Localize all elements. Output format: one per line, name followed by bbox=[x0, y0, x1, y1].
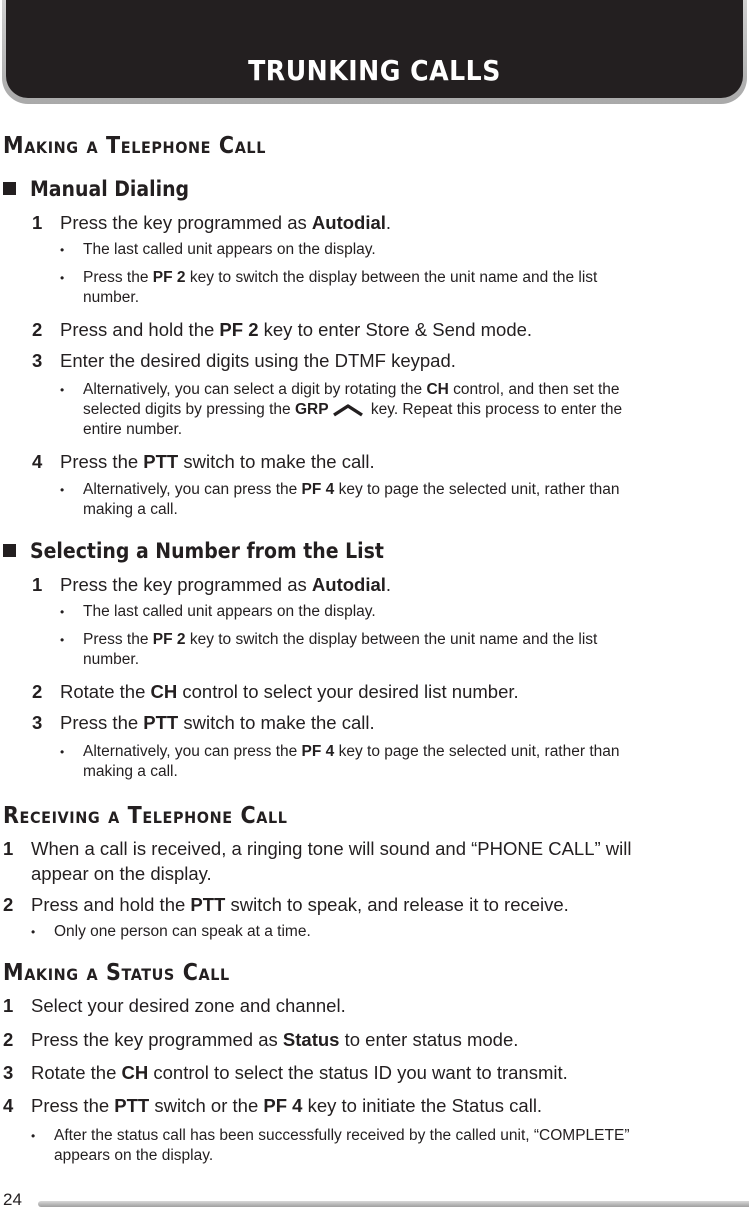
manual-step-1-bullet-b: • Press the PF 2 key to switch the display between the unit name and the list number. bbox=[60, 269, 598, 306]
status-step-3: 3 Rotate the CH control to select the status ID you want to transmit. bbox=[3, 1062, 568, 1083]
subheading-selecting-number bbox=[3, 539, 384, 563]
select-step-1-bullet-b: • Press the PF 2 key to switch the display between the unit name and the list number. bbox=[60, 631, 598, 668]
manual-step-4: 4 Press the PTT switch to make the call. bbox=[32, 451, 375, 472]
subheading-text: Manual Dialing bbox=[30, 177, 190, 201]
receiving-step-1: 1 When a call is received, a ringing tone will sound and “PHONE CALL” will appear on the display. bbox=[3, 838, 632, 884]
manual-step-1: 1 Press the key programmed as Autodial. bbox=[32, 212, 392, 233]
bullet-dot: • bbox=[31, 925, 36, 939]
bullet-dot: • bbox=[60, 243, 65, 257]
manual-step-4-bullet: • Alternatively, you can press the PF 4 key to page the selected unit, rather than making a call. bbox=[60, 481, 620, 518]
bullet-dot: • bbox=[60, 271, 65, 285]
subheading-text: Selecting a Number from the List bbox=[30, 539, 384, 563]
step-number: 1 bbox=[3, 995, 14, 1016]
square-bullet-icon bbox=[3, 544, 16, 557]
bullet-dot: • bbox=[60, 633, 65, 647]
square-bullet-icon bbox=[3, 182, 16, 195]
step-number: 2 bbox=[32, 319, 43, 340]
step-number: 3 bbox=[32, 350, 43, 371]
section-heading-making-telephone-call: Making a Telephone Call bbox=[3, 133, 266, 159]
select-step-2: 2 Rotate the CH control to select your desired list number. bbox=[32, 681, 519, 702]
select-step-1: 1 Press the key programmed as Autodial. bbox=[32, 574, 392, 595]
status-step-4-bullet: • After the status call has been successfully received by the called unit, “COMPLETE” appears on the display. bbox=[31, 1127, 630, 1164]
select-step-3: 3 Press the PTT switch to make the call. bbox=[32, 712, 375, 733]
step-number: 2 bbox=[3, 894, 14, 915]
footer-rule bbox=[38, 1201, 749, 1207]
step-number: 4 bbox=[3, 1095, 14, 1116]
manual-step-3-bullet: • Alternatively, you can select a digit by rotating the CH control, and then set the selected digits by pressing the GRP key. Repeat this process to enter the entire number. bbox=[60, 381, 623, 438]
step-number: 1 bbox=[32, 574, 43, 595]
status-step-4: 4 Press the PTT switch or the PF 4 key to initiate the Status call. bbox=[3, 1095, 543, 1116]
select-step-1-bullet-a: • The last called unit appears on the display. bbox=[60, 603, 376, 620]
step-number: 3 bbox=[32, 712, 43, 733]
section-heading-receiving-telephone-call: Receiving a Telephone Call bbox=[3, 803, 288, 829]
bullet-dot: • bbox=[60, 383, 65, 397]
step-number: 2 bbox=[3, 1029, 14, 1050]
receiving-step-2-bullet: • Only one person can speak at a time. bbox=[31, 923, 311, 940]
bullet-dot: • bbox=[31, 1129, 36, 1143]
bullet-dot: • bbox=[60, 483, 65, 497]
subheading-manual-dialing bbox=[3, 177, 189, 201]
header-banner bbox=[6, 0, 743, 98]
status-step-2: 2 Press the key programmed as Status to enter status mode. bbox=[3, 1029, 519, 1050]
step-number: 4 bbox=[32, 451, 43, 472]
step-number: 2 bbox=[32, 681, 43, 702]
page-number: 24 bbox=[3, 1190, 22, 1209]
manual-step-3: 3 Enter the desired digits using the DTMF keypad. bbox=[32, 350, 456, 371]
step-number: 1 bbox=[32, 212, 43, 233]
chevron-up-icon bbox=[331, 403, 365, 417]
status-step-1: 1 Select your desired zone and channel. bbox=[3, 995, 346, 1016]
manual-step-2: 2 Press and hold the PF 2 key to enter Store & Send mode. bbox=[32, 319, 533, 340]
section-heading-making-status-call: Making a Status Call bbox=[3, 960, 230, 986]
step-number: 1 bbox=[3, 838, 14, 859]
page-title: TRUNKING CALLS bbox=[248, 54, 501, 87]
select-step-3-bullet: • Alternatively, you can press the PF 4 key to page the selected unit, rather than making a call. bbox=[60, 743, 620, 780]
receiving-step-2: 2 Press and hold the PTT switch to speak, and release it to receive. bbox=[3, 894, 569, 915]
bullet-dot: • bbox=[60, 745, 65, 759]
manual-step-1-bullet-a: • The last called unit appears on the display. bbox=[60, 241, 376, 258]
bullet-dot: • bbox=[60, 605, 65, 619]
step-number: 3 bbox=[3, 1062, 14, 1083]
